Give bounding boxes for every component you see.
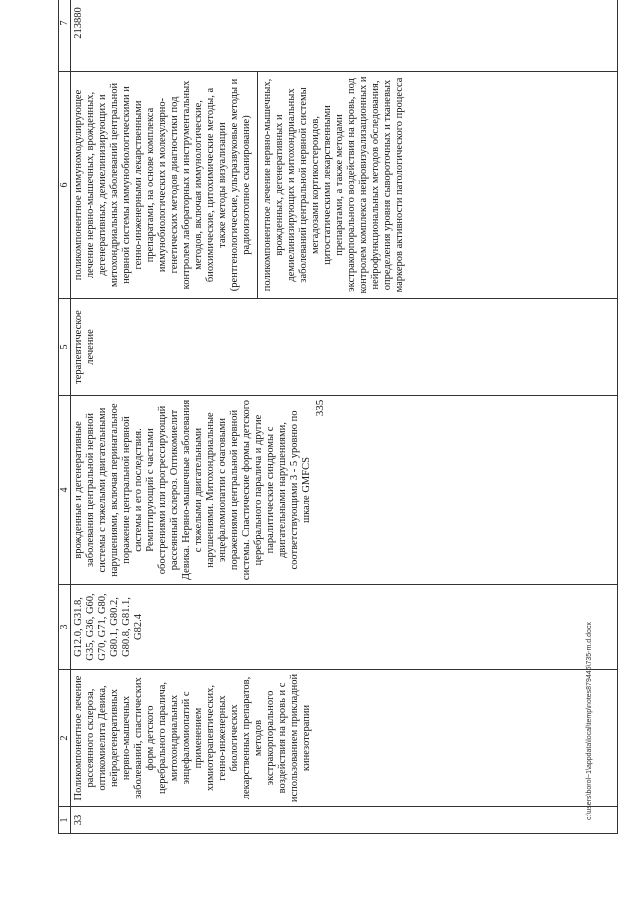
col-header-7: 7	[59, 0, 71, 72]
table-row	[71, 0, 618, 834]
treatment-methods	[71, 72, 618, 299]
treatment-method-1: поликомпонентное иммуномодулирующее лечение нервно-мышечных, врожденных, дегенеративных, демиелинизирующих и митохондриальных заболеваний центральной нервной системы иммунобиологическими и генно-инженерными лекарственными препаратами, на основе комплекса иммунобиологических и молекулярно-генетических методов диагностики под контролем лабораторных и инструментальных методов, включая иммунологические, биохимические, цитохимические методы, а также методы визуализации (рентгенологические, ультразвуковые методы и радиоизотопное сканирование)	[73, 78, 252, 292]
method-name: Поликомпонентное лечение рассеянного склероза, оптикомиелита Девика, нейродегенеративных нервно-мышечных заболеваний, спастических форм детского церебрального паралича, митохондриальных энцефаломиопатий с применением химиотерапевтических, генно-инженерных биологических лекарственных препаратов, методов экстракорпорального воздействия на кровь и с использованием прикладной кинезотерапии	[71, 670, 618, 807]
col-header-4: 4	[59, 396, 71, 585]
page-number: 335	[314, 399, 326, 417]
col-header-6: 6	[59, 72, 71, 299]
col-header-2: 2	[59, 670, 71, 807]
treatment-type: терапевтическое лечение	[71, 299, 618, 396]
medical-services-table	[58, 0, 618, 834]
col-header-3: 3	[59, 585, 71, 670]
row-number: 33	[71, 807, 618, 834]
price: 213880	[71, 0, 618, 72]
rotated-table-container	[58, 7, 640, 834]
icd-codes: G12.0, G31.8, G35, G36, G60, G70, G71, G80, G80.1, G80.2, G80.8, G81.1, G82.4	[71, 585, 618, 670]
col-header-5: 5	[59, 299, 71, 396]
col-header-1: 1	[59, 807, 71, 834]
treatment-method-2: поликомпонентное лечение нервно-мышечных, врожденных, дегенеративных и демиелинизирующих и митохондриальных заболеваний центральной нервной системы мегадозами кортикостероидов, цитостатическими лекарственными препаратами, а также методами экстракорпорального воздействия на кровь, под контролем комплекса нейровизуализационных и нейрофункциональных методов обследования, определения уровня сывороточных и тканевых маркеров активности патологического процесса	[257, 72, 406, 298]
header-row	[59, 0, 71, 834]
diagnosis-description: врожденные и дегенеративные заболевания центральной нервной системы с тяжелыми двигательными нарушениями, включая перинатальное поражение центральной нервной системы и его последствия. Ремиттирующий с частыми обострениями или прогрессирующий рассеянный склероз. Оптикомиелит Девика. Нервно-мышечные заболевания с тяжелыми двигательными нарушениями. Митохондриальные энцефаломиопатии с очаговыми поражениями центральной нервной системы. Спастические формы детского церебрального паралича и другие паралитические синдромы с двигательными нарушениями, соответствующими 3 - 5 уровню по шкале GMFCS	[71, 396, 618, 585]
